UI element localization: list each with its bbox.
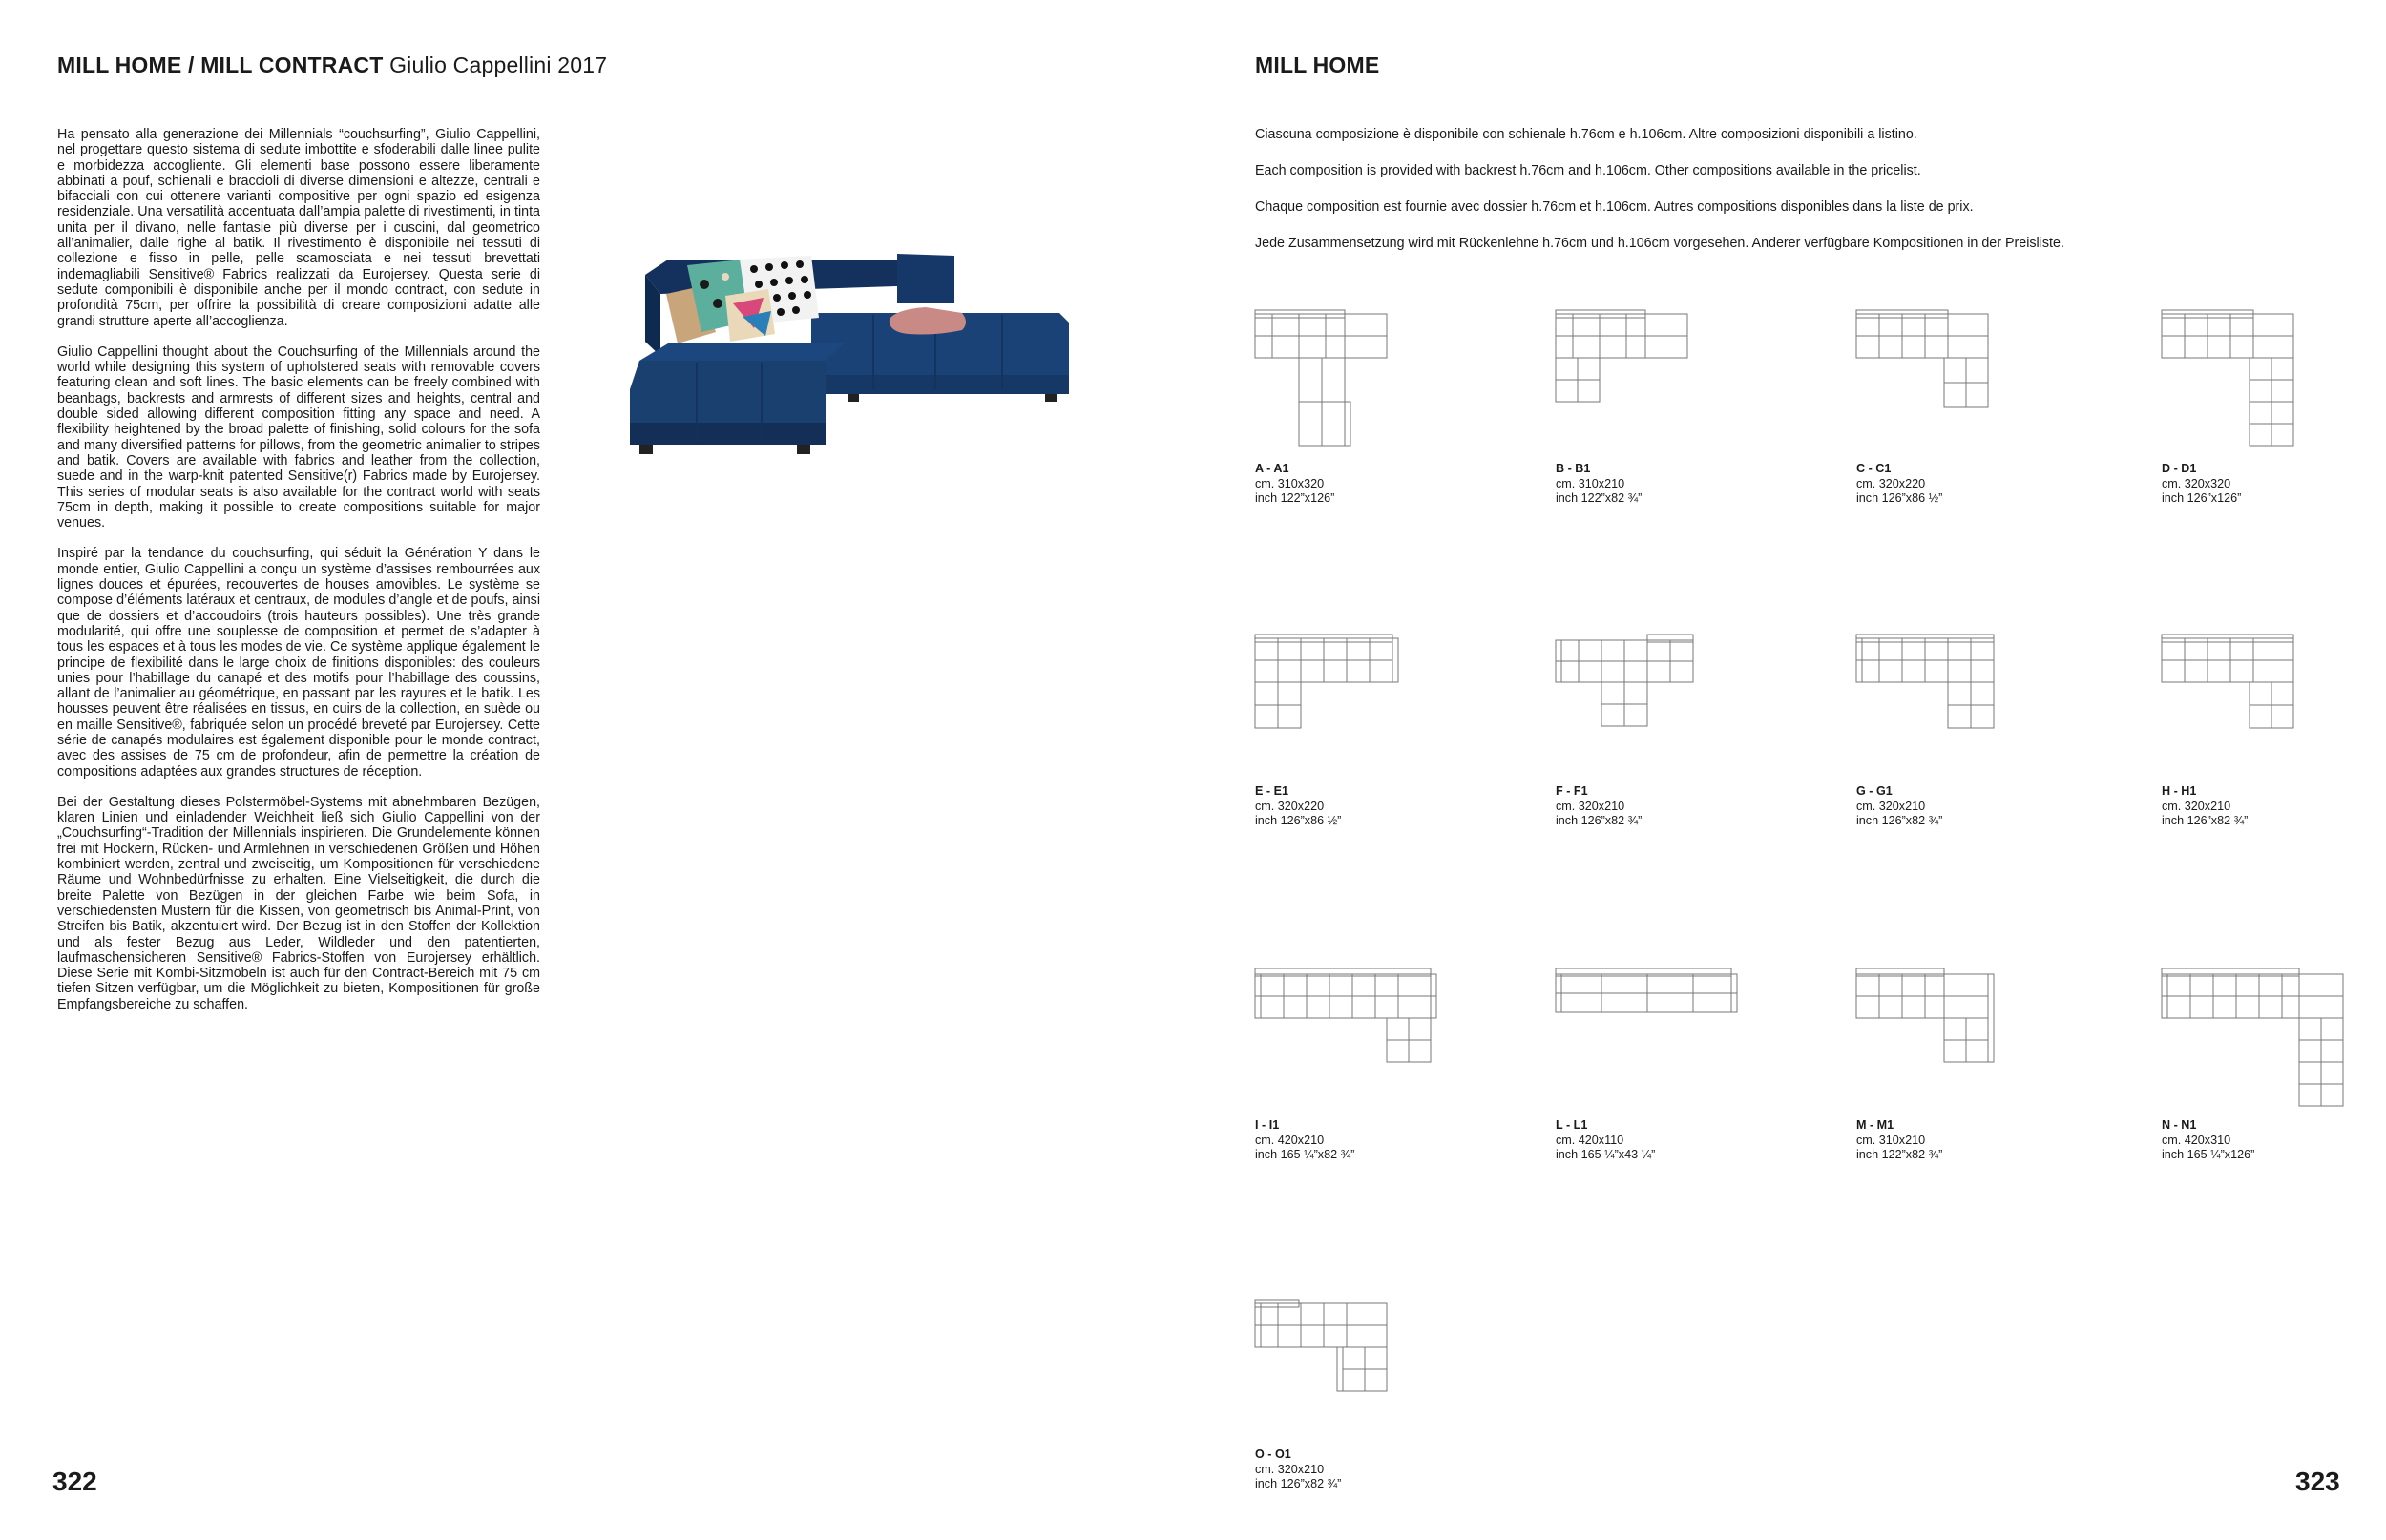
intro-french: Chaque composition est fournie avec dossier h.76cm et h.106cm. Autres compositions disponibles dans la liste de prix.	[1255, 199, 1974, 215]
intro-german: Jede Zusammensetzung wird mit Rückenlehne h.76cm und h.106cm vorgesehen. Anderer verfügbare Kompositionen in der Preisliste.	[1255, 236, 2064, 251]
composition-inch: inch 165 ¼”x82 ¾”	[1255, 1148, 1355, 1161]
sofa-photo	[611, 237, 1126, 466]
composition-cm: cm. 420x110	[1556, 1133, 1624, 1147]
composition-code: O - O1	[1255, 1447, 1291, 1461]
composition-code: D - D1	[2162, 462, 2197, 475]
title-bold: MILL HOME / MILL CONTRACT	[57, 52, 384, 77]
composition-cm: cm. 320x220	[1255, 799, 1325, 813]
page-number-right: 323	[2295, 1467, 2340, 1496]
composition-code: H - H1	[2162, 784, 2197, 798]
composition-code: M - M1	[1856, 1118, 1894, 1132]
composition-inch: inch 165 ¼”x126”	[2162, 1148, 2255, 1161]
page-title-left	[57, 52, 607, 78]
title-designer: Giulio Cappellini 2017	[389, 52, 608, 77]
composition-code: G - G1	[1856, 784, 1893, 798]
composition-label-e	[1255, 784, 1341, 829]
composition-cm: cm. 310x210	[1856, 1133, 1926, 1147]
page-title-right: MILL HOME	[1255, 52, 1380, 77]
composition-label-h	[2162, 784, 2248, 829]
composition-cm: cm. 420x210	[1255, 1133, 1325, 1147]
paragraph-english: Giulio Cappellini thought about the Couchsurfing of the Millennials around the world while designing this system of upholstered seats with removable covers featuring clean and soft lines. The basic elements can be freely combined with beanbags, backrests and armrests of different sizes and heights, central and double sided allowing different composition fitting any space and need. A flexibility heightened by the broad palette of finishing, solid colours for the sofa and many diversified patterns for pillows, from the geometric animalier to stripes and batik. Covers are available with fabrics and leather from the collection, suede and in the warp-knit patented Sensitive(r) Fabrics made by Eurojersey. This series of modular seats is also available for the contract world with seats 75cm in depth, making it possible to create compositions suitable for major venues.	[57, 343, 540, 531]
composition-cm: cm. 320x320	[2162, 476, 2231, 490]
intro-english: Each composition is provided with backrest h.76cm and h.106cm. Other compositions available in the pricelist.	[1255, 163, 1921, 178]
composition-diagram-h	[2162, 635, 2305, 739]
composition-inch: inch 126”x82 ¾”	[1856, 814, 1943, 827]
paragraph-italian: Ha pensato alla generazione dei Millennials “couchsurfing”, Giulio Cappellini, nel progettare questo sistema di sedute imbottite e sfoderabili dalle linee pulite e morbidezza accogliente. Gli elementi base possono essere liberamente abbinati a pouf, schienali e braccioli di diverse dimensioni e altezze, centrali e bifacciali con cui ottenere varianti compositive per ogni spazio ed esigenza residenziale. Una versatilità accentuata dall’ampia palette di rivestimenti, in tinta unita per il divano, nelle fantasie più diverse per i cuscini, dal geometrico all’animalier, dalle righe al batik. Il rivestimento è disponibile nei tessuti di collezione e fisso in pelle, pelle scamosciata e nei tessuti brevettati indemagliabili Sensitive® Fabrics realizzati da Eurojersey. Questa serie di sedute componibili è disponibile anche per il mondo contract, con sedute in profondità 75cm, per offrire la possibilità di creare composizioni adatte alle grandi strutture aperte all’accoglienza.	[57, 127, 540, 329]
composition-label-b	[1556, 462, 1642, 507]
composition-label-f	[1556, 784, 1642, 829]
composition-label-i	[1255, 1118, 1354, 1163]
composition-diagram-d	[2162, 310, 2305, 448]
composition-label-l	[1556, 1118, 1655, 1163]
composition-cm: cm. 320x210	[1255, 1462, 1325, 1476]
composition-inch: inch 122”x126”	[1255, 491, 1335, 505]
composition-inch: inch 126”x82 ¾”	[1556, 814, 1643, 827]
composition-label-m	[1856, 1118, 1942, 1163]
composition-code: C - C1	[1856, 462, 1892, 475]
composition-diagram-o	[1255, 1300, 1398, 1400]
composition-code: B - B1	[1556, 462, 1591, 475]
composition-diagram-b	[1556, 310, 1699, 406]
composition-label-o	[1255, 1447, 1341, 1492]
composition-diagram-g	[1856, 635, 2009, 739]
composition-inch: inch 126”x82 ¾”	[1255, 1477, 1342, 1490]
composition-cm: cm. 310x210	[1556, 476, 1625, 490]
composition-inch: inch 126”x86 ½”	[1255, 814, 1342, 827]
composition-inch: inch 165 ¼”x43 ¼”	[1556, 1148, 1656, 1161]
composition-diagram-e	[1255, 635, 1408, 739]
composition-code: E - E1	[1255, 784, 1288, 798]
composition-label-d	[2162, 462, 2241, 507]
composition-diagram-i	[1255, 968, 1446, 1069]
composition-diagram-a	[1255, 310, 1398, 448]
composition-diagram-f	[1556, 635, 1708, 730]
intro-italian: Ciascuna composizione è disponibile con schienale h.76cm e h.106cm. Altre composizioni disponibili a listino.	[1255, 127, 1917, 142]
composition-cm: cm. 320x210	[1556, 799, 1625, 813]
composition-code: N - N1	[2162, 1118, 2197, 1132]
composition-cm: cm. 420x310	[2162, 1133, 2231, 1147]
composition-cm: cm. 310x320	[1255, 476, 1325, 490]
paragraph-german: Bei der Gestaltung dieses Polstermöbel-Systems mit abnehmbaren Bezügen, klaren Linien und einladender Weichheit ließ sich Giulio Cappellini von der „Couchsurfing“-Tradition der Millennials inspirieren. Die Grundelemente können frei mit Hockern, Rücken- und Armlehnen in verschiedenen Größen und Höhen kombiniert werden, zentral und zweiseitig, um Kompositionen für verschiedene Räume und Wohnbedürfnisse zu erhalten. Eine Vielseitigkeit, die durch die breite Palette von Bezügen in der gleichen Farbe wie beim Sofa, in verschiedensten Mustern für die Kissen, von geometrisch bis Animal-Print, von Streifen bis Batik, akzentuiert wird. Der Bezug ist in den Stoffen der Kollektion und als fester Bezug aus Leder, Wildleder und den patentierten, laufmaschensicheren Sensitive® Fabrics-Stoffen von Eurojersey erhältlich. Diese Serie mit Kombi-Sitzmöbeln ist auch für den Contract-Bereich mit 75 cm tiefen Sitzen verfügbar, um die Möglichkeit zu bieten, Kompositionen für große Empfangsbereiche zu schaffen.	[57, 794, 540, 1012]
composition-diagram-c	[1856, 310, 1999, 415]
composition-cm: cm. 320x220	[1856, 476, 1926, 490]
composition-label-n	[2162, 1118, 2254, 1163]
composition-code: A - A1	[1255, 462, 1289, 475]
composition-code: L - L1	[1556, 1118, 1588, 1132]
paragraph-french: Inspiré par la tendance du couchsurfing, qui séduit la Génération Y dans le monde entier, Giulio Cappellini a conçu un système d’assises rembourrées aux lignes douces et épurées, recouvertes de houses amovibles. Le système se compose d’éléments latéraux et centraux, de modules d’angle et de poufs, ainsi que de dossiers et d’accoudoirs (trois hauteurs possibles). Une très grande modularité, qui offre une souplesse de composition et permet de s’adapter à tous les espaces et à tous les modes de vie. Ce système applique également le principe de flexibilité dans le large choix de finitions disponibles: des couleurs unies pour l’habillage du canapé et des motifs pour l’habillage des coussins, allant de l’animalier au géométrique, en passant par les rayures et le batik. Les housses peuvent être réalisées en tissus, en cuirs de la collection, en suède ou en maille Sensitive®, fabriquée selon un procédé breveté par Eurojersey. Cette série de canapés modulaires est également disponible pour le monde contract, avec des assises de 75 cm de profondeur, afin de permettre la création de compositions adaptées aux grandes structures de réception.	[57, 546, 540, 780]
composition-label-c	[1856, 462, 1942, 507]
composition-label-g	[1856, 784, 1942, 829]
description-text	[57, 127, 540, 1028]
composition-inch: inch 126”x82 ¾”	[2162, 814, 2249, 827]
composition-diagram-n	[2162, 968, 2353, 1112]
composition-cm: cm. 320x210	[1856, 799, 1926, 813]
composition-label-a	[1255, 462, 1334, 507]
composition-code: F - F1	[1556, 784, 1588, 798]
composition-code: I - I1	[1255, 1118, 1280, 1132]
composition-inch: inch 122”x82 ¾”	[1556, 491, 1643, 505]
composition-diagram-m	[1856, 968, 2009, 1073]
composition-inch: inch 126”x126”	[2162, 491, 2242, 505]
composition-diagram-l	[1556, 968, 1747, 1026]
page-number-left: 322	[52, 1467, 97, 1496]
composition-inch: inch 122”x82 ¾”	[1856, 1148, 1943, 1161]
composition-cm: cm. 320x210	[2162, 799, 2231, 813]
composition-inch: inch 126”x86 ½”	[1856, 491, 1943, 505]
